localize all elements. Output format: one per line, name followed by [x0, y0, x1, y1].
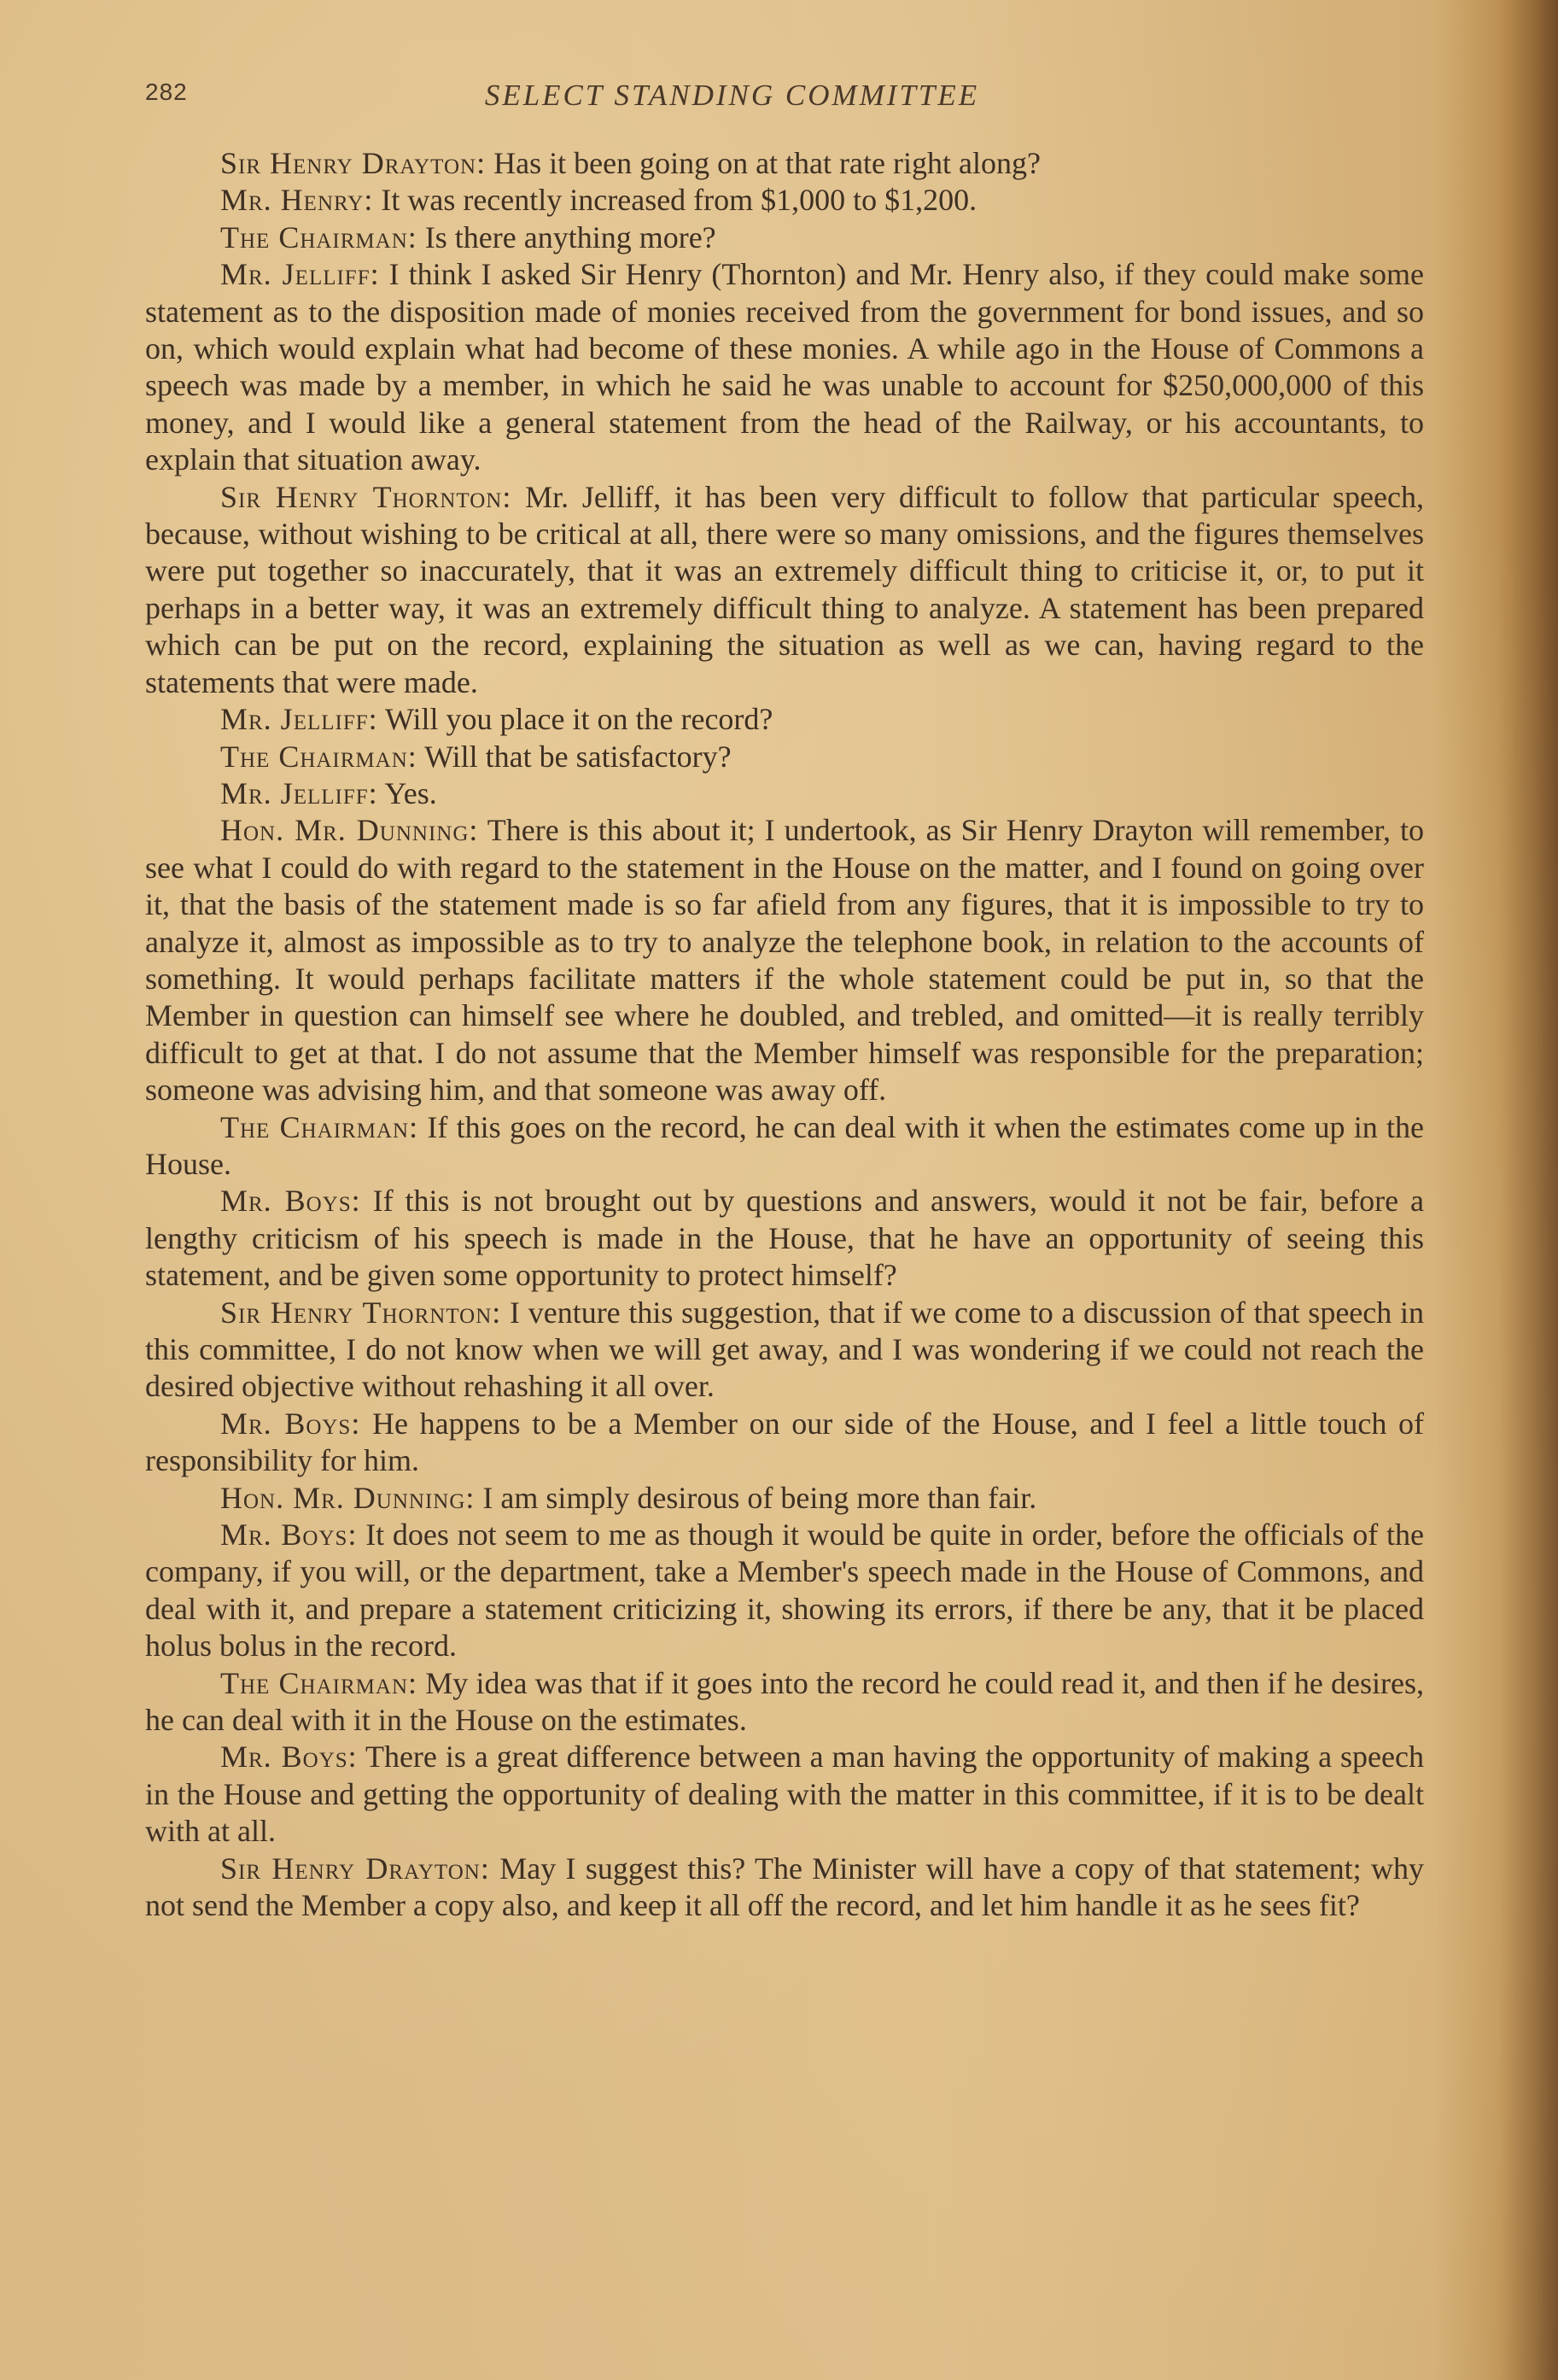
transcript-paragraph	[145, 1109, 1424, 1184]
speaker-name: Mr. Jelliff:	[220, 702, 378, 737]
running-head: SELECT STANDING COMMITTEE	[484, 79, 980, 112]
speaker-name: Mr. Boys:	[220, 1184, 361, 1219]
transcript-paragraph	[145, 1406, 1424, 1480]
speaker-name: Mr. Boys:	[220, 1406, 361, 1441]
transcript-paragraph	[145, 812, 1424, 1108]
speech-text: Mr. Jelliff, it has been very difficult to follow that particular speech, because, without wishing to be critical at all, there were so many omissions, and the figures themselves were put together so inaccurately, that it was an extremely difficult thing to criticise it, or, to put it perhaps in a better way, it was an extremely difficult thing to analyze. A statement has been prepared which can be put on the record, explaining the situation as well as we can, having regard to the statements that were made.	[145, 479, 1424, 699]
speaker-name: The Chairman:	[220, 219, 417, 254]
transcript-paragraph	[145, 1183, 1424, 1294]
transcript-paragraph	[145, 1517, 1424, 1665]
speaker-name: Sir Henry Drayton:	[220, 146, 487, 180]
speaker-name: The Chairman:	[220, 1109, 419, 1144]
speech-text: Will you place it on the record?	[385, 702, 773, 737]
speaker-name: Mr. Henry:	[220, 183, 374, 218]
speaker-name: Hon. Mr. Dunning:	[220, 1480, 476, 1515]
transcript-paragraph	[145, 182, 1424, 219]
transcript-paragraph	[145, 479, 1424, 701]
speaker-name: Mr. Boys:	[220, 1740, 358, 1775]
speech-text: There is this about it; I undertook, as Sir Henry Drayton will remember, to see what I could do with regard to the statement in the House on the matter, and I found on going over it, that the basis of the statement made is so far afield from any figures, that it is impossible to try to analyze it, almost as impossible as to try to analyze the telephone book, in relation to the accounts of something. It would perhaps facilitate matters if the whole statement could be put in, so that the Member in question can himself see where he doubled, and trebled, and omitted—it is really terribly difficult to get at that. I do not assume that the Member himself was responsible for the preparation; someone was advising him, and that someone was away off.	[145, 813, 1425, 1108]
speech-text: Is there anything more?	[424, 219, 716, 254]
transcript-paragraph	[145, 1480, 1424, 1517]
speech-text: I venture this suggestion, that if we come to a discussion of that speech in this committee, I do not know when we will get away, and I was wondering if we could not reach the desired objective without rehashing it all over.	[145, 1295, 1424, 1404]
speaker-name: Mr. Jelliff:	[220, 775, 378, 810]
speaker-name: Hon. Mr. Dunning:	[220, 813, 479, 848]
transcript-paragraph	[145, 1739, 1424, 1850]
speech-text: I am simply desirous of being more than fair.	[482, 1480, 1037, 1515]
transcript-paragraph	[145, 256, 1424, 478]
speaker-name: Mr. Boys:	[220, 1517, 358, 1553]
transcript-paragraph	[145, 1851, 1424, 1925]
speaker-name: Sir Henry Drayton:	[220, 1851, 490, 1886]
speech-text: There is a great difference between a man having the opportunity of making a speech in the House and getting the opportunity of dealing with the matter in this committee, if it is to be dealt with at all.	[145, 1740, 1424, 1849]
transcript-paragraph	[145, 1665, 1424, 1740]
speech-text: Will that be satisfactory?	[424, 739, 732, 774]
speaker-name: The Chairman:	[220, 739, 417, 774]
transcript-body	[145, 145, 1424, 1925]
speech-text: My idea was that if it goes into the record he could read it, and then if he desires, he can deal with it in the House on the estimates.	[145, 1665, 1425, 1738]
transcript-paragraph	[145, 701, 1424, 738]
transcript-paragraph	[145, 145, 1424, 182]
speech-text: Has it been going on at that rate right along?	[493, 146, 1041, 180]
speaker-name: The Chairman:	[220, 1665, 418, 1700]
speaker-name: Sir Henry Thornton:	[220, 479, 512, 514]
transcript-paragraph	[145, 739, 1424, 775]
speech-text: If this goes on the record, he can deal with it when the estimates come up in the House.	[145, 1109, 1425, 1181]
speech-text: It was recently increased from $1,000 to $1,200.	[381, 183, 977, 218]
speaker-name: Sir Henry Thornton:	[220, 1295, 502, 1330]
speech-text: I think I asked Sir Henry (Thornton) and Mr. Henry also, if they could make some statement as to the disposition made of monies received from the government for bond issues, and so on, which would explain what had become of these monies. A while ago in the House of Commons a speech was made by a member, in which he said he was unable to account for $250,000,000 of this money, and I would like a general statement from the head of the Railway, or his accountants, to explain that situation away.	[145, 257, 1424, 477]
speech-text: Yes.	[384, 775, 437, 810]
transcript-paragraph	[145, 219, 1424, 256]
speaker-name: Mr. Jelliff:	[220, 257, 380, 292]
speech-text: He happens to be a Member on our side of the House, and I feel a little touch of responsibility for him.	[145, 1406, 1424, 1478]
page-number: 282	[145, 79, 188, 105]
speech-text: May I suggest this? The Minister will have a copy of that statement; why not send the Member a copy also, and keep it all off the record, and let him handle it as he sees fit?	[145, 1851, 1424, 1923]
speech-text: It does not seem to me as though it would be quite in order, before the officials of the company, if you will, or the department, take a Member's speech made in the House of Commons, and deal with it, and prepare a statement criticizing it, showing its errors, if there be any, that it be placed holus bolus in the record.	[145, 1517, 1424, 1664]
transcript-paragraph	[145, 1295, 1424, 1406]
page-header	[145, 79, 1421, 121]
speech-text: If this is not brought out by questions and answers, would it not be fair, before a lengthy criticism of his speech is made in the House, that he have an opportunity of seeing this statement, and be given some opportunity to protect himself?	[145, 1184, 1425, 1293]
transcript-paragraph	[145, 775, 1424, 812]
